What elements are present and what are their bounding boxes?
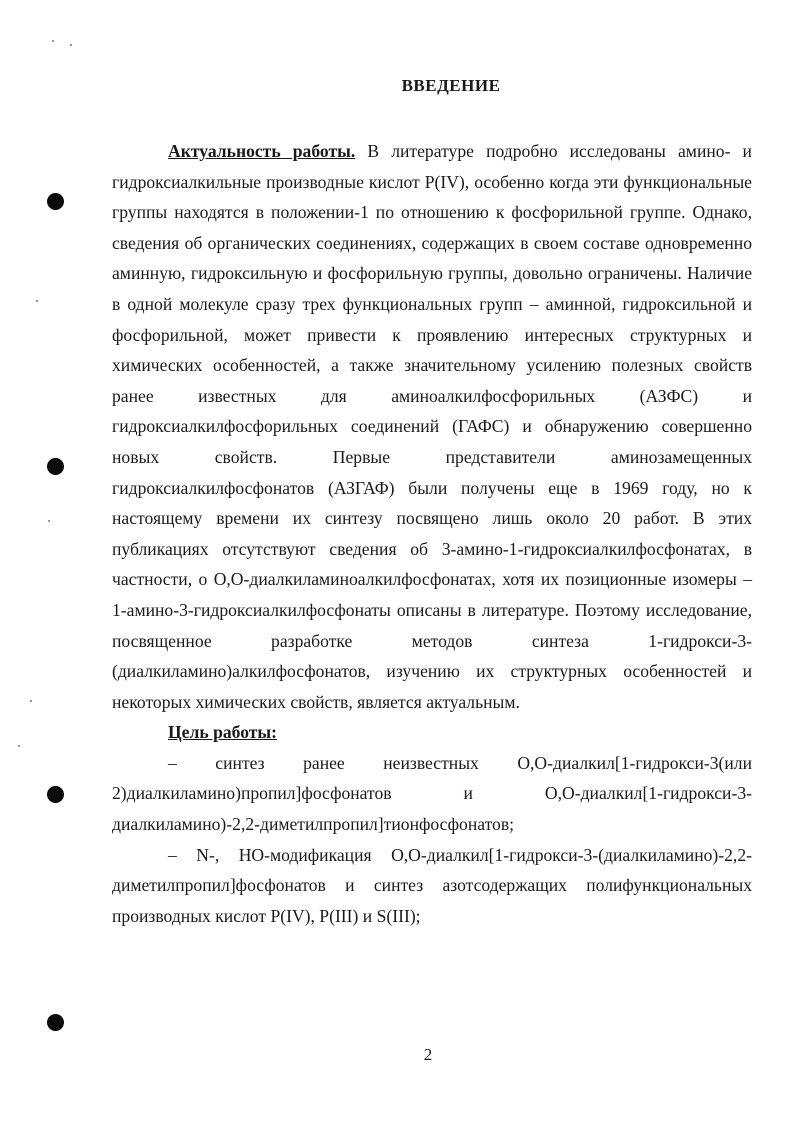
goal-item: – синтез ранее неизвестных О,О-диалкил[1-гидрокси-3(или 2)диалкиламино)пропил]фосфонатов и О,О-диалкил[1-гидрокси-3-диалкиламино)-2,2-диметилпропил]тионфосфонатов; [112, 752, 752, 835]
goal-item: – N-, НО-модификация О,О-диалкил[1-гидрокси-3-(диалкиламино)-2,2-диметилпропил]фосфонатов и синтез азотсодержащих полифункциональных производных кислот P(IV), P(III) и S(III); [112, 844, 752, 926]
scan-speck [18, 745, 20, 747]
binder-hole-mark [47, 786, 64, 803]
relevance-heading: Актуальность работы. [168, 141, 356, 161]
scan-speck [70, 44, 72, 46]
goal-heading: Цель работы: [168, 722, 278, 743]
binder-hole-mark [47, 1014, 64, 1031]
document-body [112, 136, 752, 931]
goal-heading-paragraph [112, 717, 752, 748]
scan-speck [48, 520, 50, 522]
page-number: 2 [423, 1045, 433, 1064]
scan-speck [30, 700, 32, 702]
scan-speck [36, 300, 38, 302]
binder-hole-mark [47, 458, 64, 475]
scan-speck [52, 40, 54, 42]
page-title: ВВЕДЕНИЕ [401, 76, 501, 95]
relevance-paragraph [112, 136, 752, 717]
relevance-text: В литературе подробно исследованы амино- и гидроксиалкильные производные кислот P(IV), особенно когда эти функциональные группы находятся в положении-1 по отношению к фосфорильной группе. Однако, сведения об органических соединениях, содержащих в своем составе одновременно аминную, гидроксильную и фосфорильную группы, довольно ограничены. Наличие в одной молекуле сразу трех функциональных групп – аминной, гидроксильной и фосфорильной, может привести к проявлению интересных структурных и химических особенностей, а также значительному усилению полезных свойств ранее известных для аминоалкилфосфорильных (АЗФС) и гидроксиалкилфосфорильных соединений (ГАФС) и обнаружению совершенно новых свойств. Первые представители аминозамещенных гидроксиалкилфосфонатов (АЗГАФ) были получены еще в 1969 году, но к настоящему времени их синтезу посвящено лишь около 20 работ. В этих публикациях отсутствуют сведения об 3-амино-1-гидроксиалкилфосфонатах, в частности, о О,О-диалкиламиноалкилфосфонатах, хотя их позиционные изомеры – 1-амино-3-гидроксиалкилфосфонаты описаны в литературе. Поэтому исследование, посвященное разработке методов синтеза 1-гидрокси-3-(диалкиламино)алкилфосфонатов, изучению их структурных особенностей и некоторых химических свойств, является актуальным. [112, 141, 752, 712]
binder-hole-mark [47, 193, 64, 210]
